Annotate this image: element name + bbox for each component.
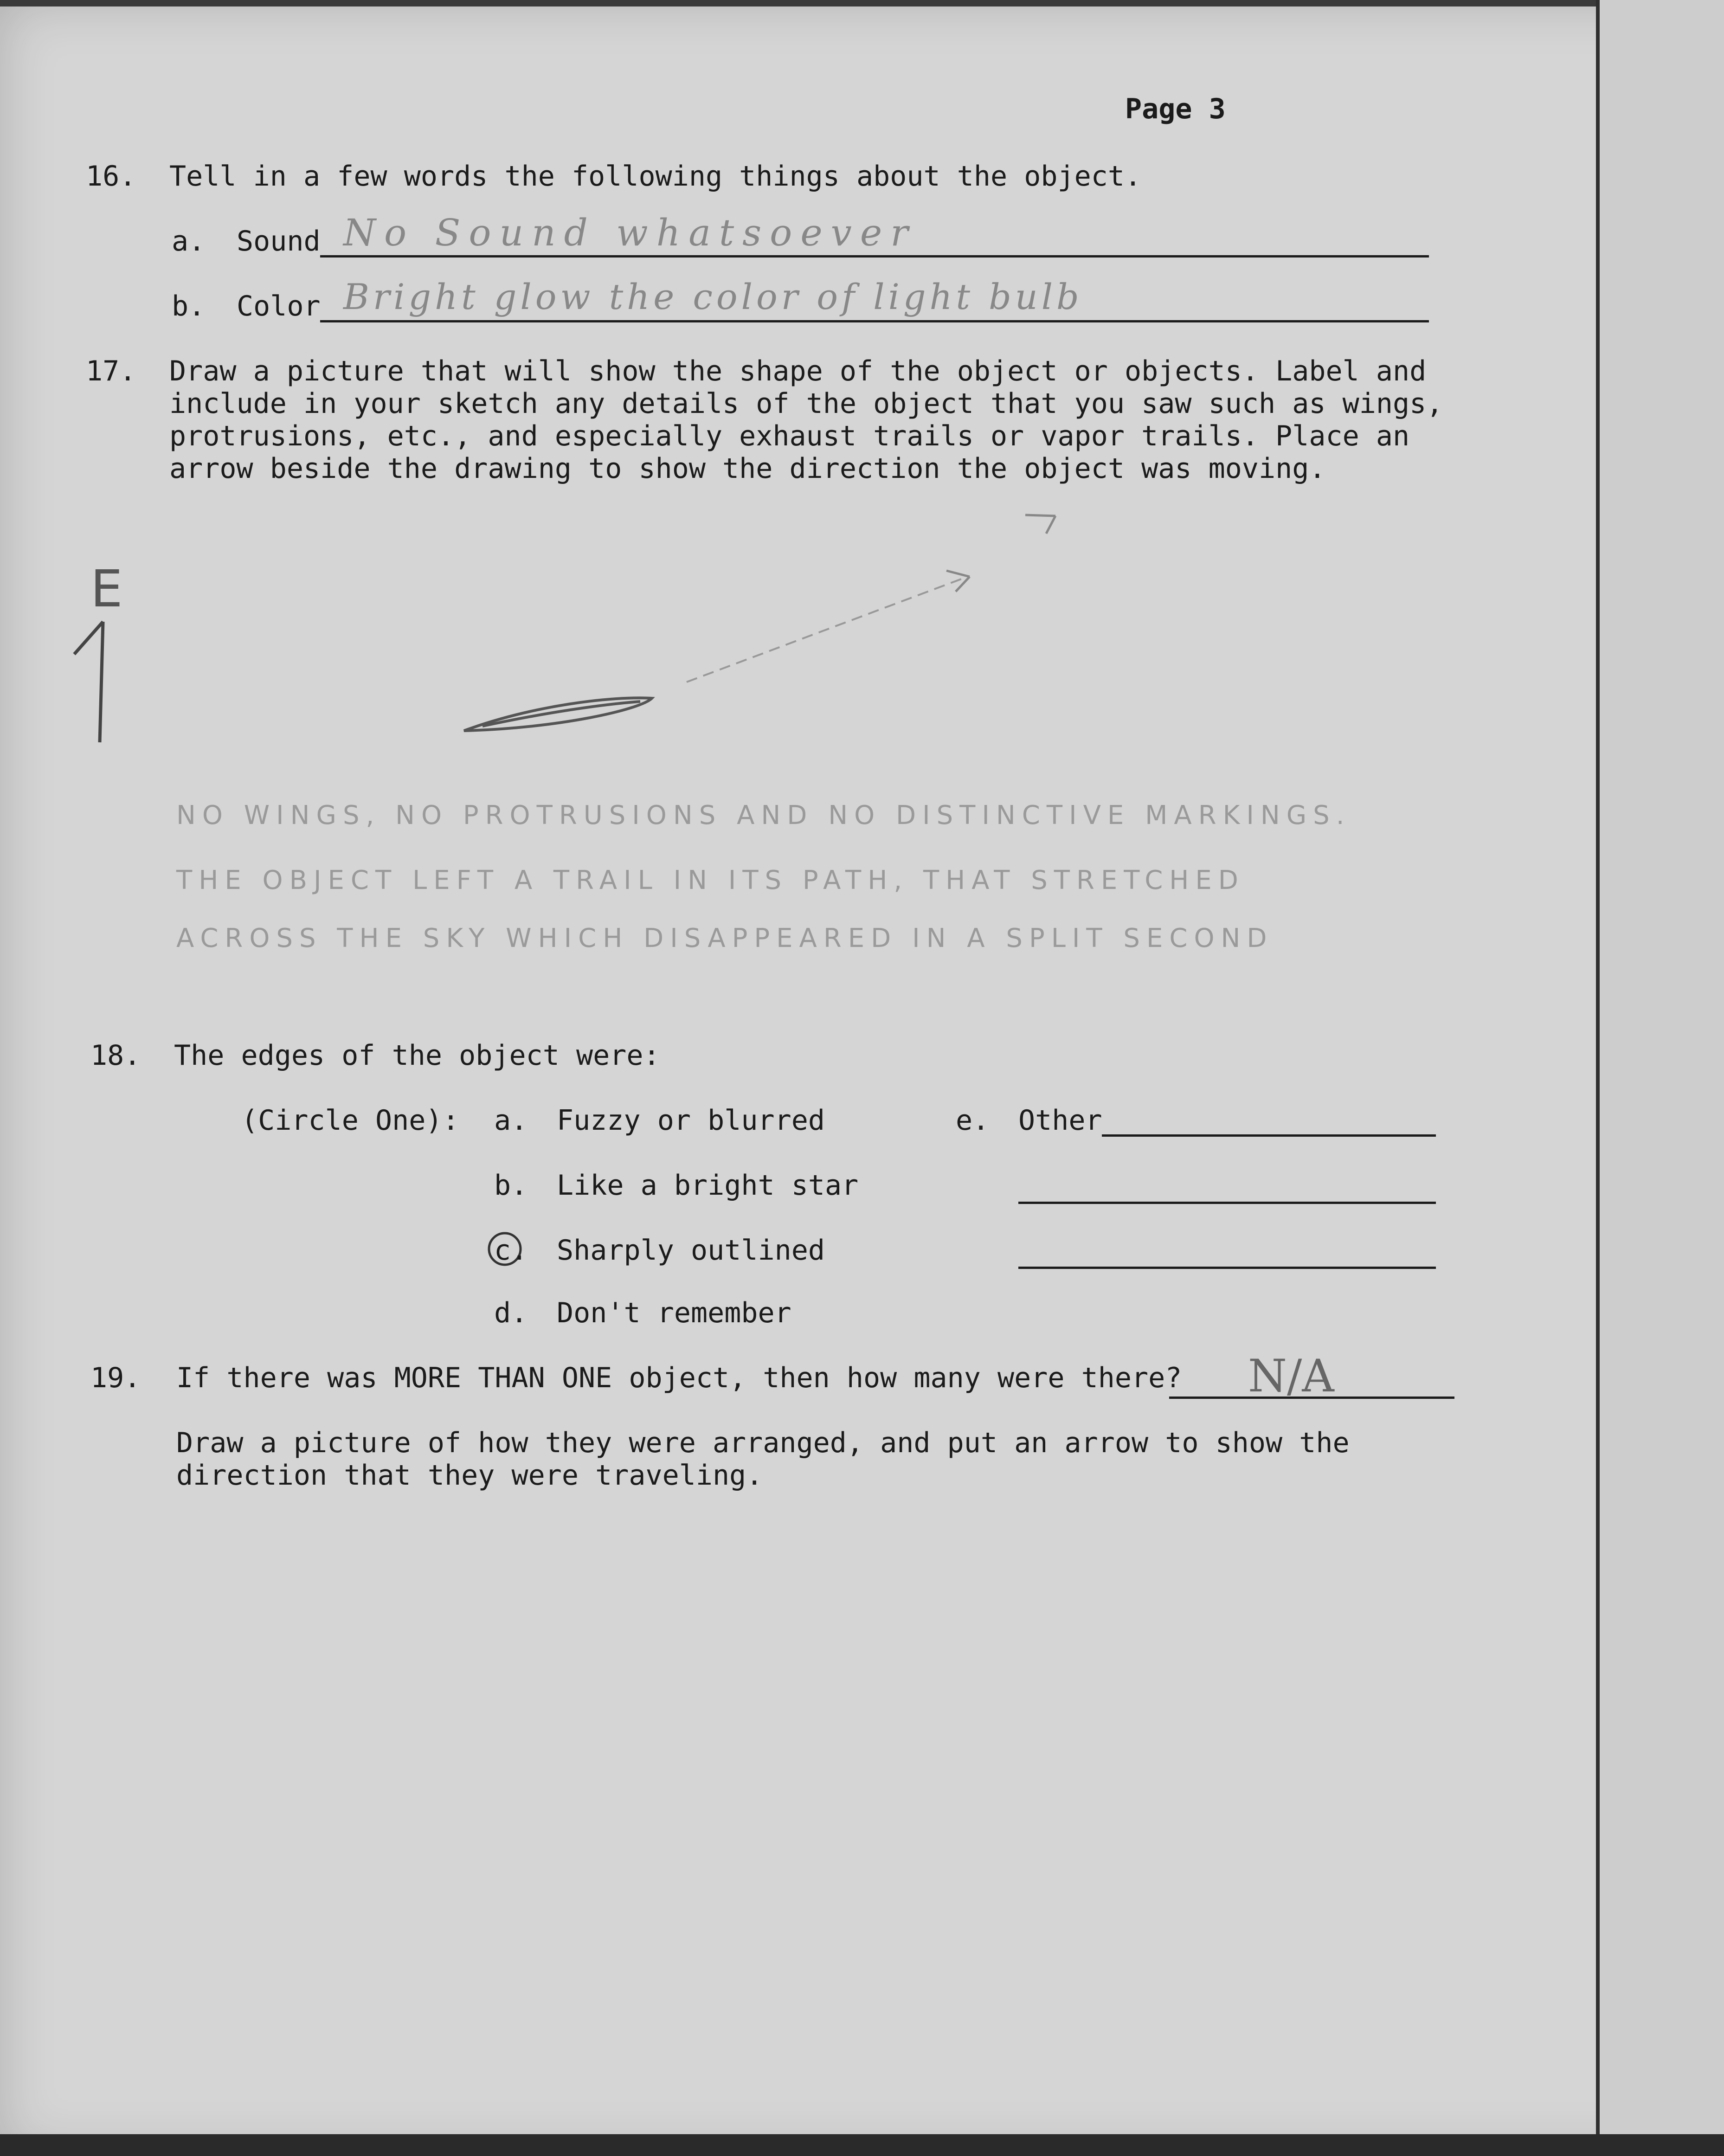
compass-arrow	[74, 622, 103, 742]
q18-option-a-letter: a.	[494, 1104, 528, 1137]
q19-answer: N/A	[1248, 1350, 1334, 1402]
q18-option-e-letter: e.	[956, 1104, 990, 1137]
q16-number: 16.	[86, 160, 136, 193]
q18-circle-one: (Circle One):	[241, 1104, 459, 1137]
vapor-trail	[687, 578, 965, 682]
q18-other-line-2	[1018, 1202, 1436, 1204]
q17-line-1: Draw a picture that will show the shape of the object or objects. Label and	[169, 355, 1427, 387]
q16b-answer: Bright glow the color of light bulb	[343, 276, 1083, 317]
q16b-label: b.	[172, 290, 206, 322]
q16a-field-label: Sound	[237, 225, 321, 257]
q18-option-b-text: Like a bright star	[557, 1169, 859, 1202]
q18-option-c-text: Sharply outlined	[557, 1234, 825, 1267]
q18-option-b-letter: b.	[494, 1169, 528, 1202]
q17-line-3: protrusions, etc., and especially exhaust trails or vapor trails. Place an	[169, 420, 1410, 452]
sketch-note-line-1: NO WINGS, NO PROTRUSIONS AND NO DISTINCTIVE MARKINGS.	[176, 800, 1351, 830]
q18-option-d-letter: d.	[494, 1297, 528, 1329]
compass-east-label: E	[90, 559, 123, 618]
sketch-note-line-3: ACROSS THE SKY WHICH DISAPPEARED IN A SPLIT SECOND	[176, 923, 1274, 953]
direction-arrow	[946, 515, 1055, 592]
q18-option-d-text: Don't remember	[557, 1297, 791, 1329]
q16a-answer: No Sound whatsoever	[343, 211, 917, 254]
q18-other-line-3	[1018, 1267, 1436, 1269]
page-label: Page 3	[1125, 93, 1226, 125]
q18-option-c-letter: c.	[494, 1234, 528, 1267]
q18-option-e-text: Other	[1018, 1104, 1102, 1137]
q19-number: 19.	[90, 1362, 141, 1394]
sketch-note-line-2: THE OBJECT LEFT A TRAIL IN ITS PATH, THAT STRETCHED	[176, 865, 1245, 895]
q17-number: 17.	[86, 355, 136, 387]
q17-line-2: include in your sketch any details of the object that you saw such as wings,	[169, 387, 1443, 420]
q16b-field-label: Color	[237, 290, 321, 322]
q18-prompt: The edges of the object were:	[174, 1039, 660, 1072]
q18-other-line-1	[1102, 1134, 1436, 1137]
q17-line-4: arrow beside the drawing to show the direction the object was moving.	[169, 452, 1326, 485]
q16a-label: a.	[172, 225, 206, 257]
q19-line-2: direction that they were traveling.	[176, 1459, 763, 1492]
q19-prompt: If there was MORE THAN ONE object, then how many were there?	[176, 1362, 1182, 1394]
q19-line-1: Draw a picture of how they were arranged, and put an arrow to show the	[176, 1427, 1350, 1459]
q18-number: 18.	[90, 1039, 141, 1072]
object-ellipse-shape	[464, 698, 652, 731]
q18-option-a-text: Fuzzy or blurred	[557, 1104, 825, 1137]
q16-prompt: Tell in a few words the following things about the object.	[169, 160, 1142, 193]
